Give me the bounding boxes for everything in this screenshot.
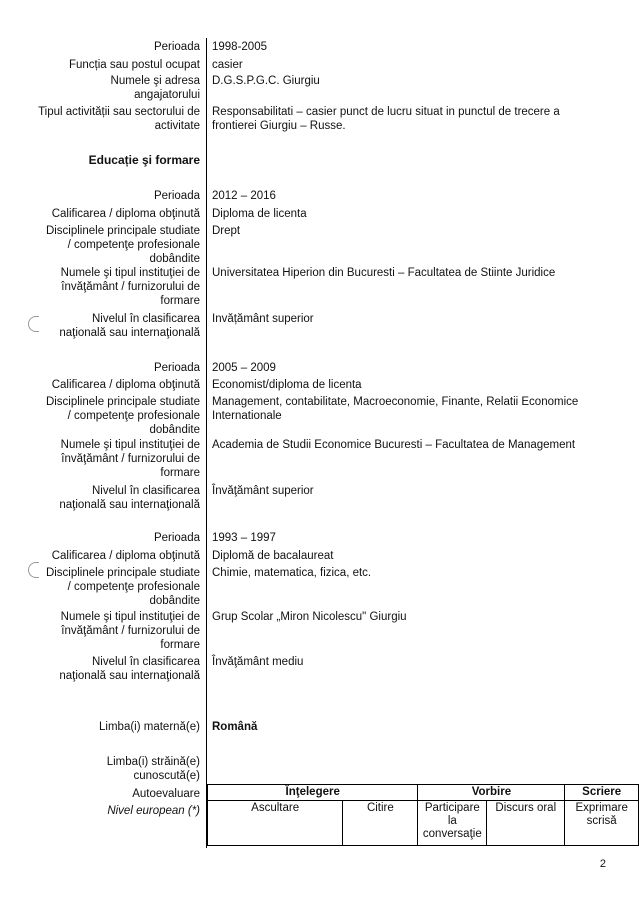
level-value: Învăţământ superior xyxy=(212,485,314,497)
institution-label: Numele şi tipul instituţiei de învăţământ / furnizorului de formare xyxy=(60,611,200,651)
institution-value: Universitatea Hiperion din Bucuresti – Facultatea de Stiinte Juridice xyxy=(212,267,556,279)
institution-value: Grup Scolar „Miron Nicolescu" Giurgiu xyxy=(212,611,407,623)
subheader-interaction: Participare la conversaţie xyxy=(418,801,487,846)
qualification-label: Calificarea / diploma obţinută xyxy=(51,208,200,220)
disciplines-label: Disciplinele principale studiate / competenţe profesionale dobândite xyxy=(45,225,200,265)
activity-label: Tipul activității sau sectorului de activitate xyxy=(38,106,200,132)
level-value: Învăţământ mediu xyxy=(212,656,304,668)
employer-value: D.G.S.P.G.C. Giurgiu xyxy=(212,75,320,87)
header-speaking: Vorbire xyxy=(418,785,565,801)
subheader-oral-production: Discurs oral xyxy=(487,801,565,846)
institution-value: Academia de Studii Economice Bucuresti – Facultatea de Management xyxy=(212,439,576,451)
table-subheader-row xyxy=(208,801,639,846)
mother-tongue-label: Limba(i) maternă(e) xyxy=(99,721,200,733)
table-header-row xyxy=(208,785,639,801)
level-label: Nivelul în clasificarea naţională sau internaţională xyxy=(59,656,200,682)
level-label: Nivelul în clasificarea naţională sau internaţională xyxy=(59,313,200,339)
function-label: Funcția sau postul ocupat xyxy=(68,59,200,71)
qualification-value: Diplomă de bacalaureat xyxy=(212,550,334,562)
disciplines-label: Disciplinele principale studiate / competenţe profesionale dobândite xyxy=(45,396,200,436)
period-label: Perioada xyxy=(153,362,200,374)
column-divider xyxy=(206,38,207,848)
period-label: Perioada xyxy=(153,41,200,53)
subheader-reading: Citire xyxy=(343,801,418,846)
disciplines-value: Drept xyxy=(212,225,241,237)
activity-value: Responsabilitati – casier punct de lucru situat in punctul de trecere a frontierei Giurgiu – Russe. xyxy=(212,106,560,132)
qualification-value: Economist/diploma de licenta xyxy=(212,379,362,391)
header-writing: Scriere xyxy=(565,785,639,801)
foreign-languages-label: Limba(i) străină(e) cunoscută(e) xyxy=(106,756,200,782)
disciplines-label: Disciplinele principale studiate / competenţe profesionale dobândite xyxy=(45,567,200,607)
qualification-value: Diploma de licenta xyxy=(212,208,307,220)
page-number: 2 xyxy=(599,858,606,870)
level-label: Nivelul în clasificarea naţională sau internaţională xyxy=(59,485,200,511)
function-value: casier xyxy=(212,59,243,71)
qualification-label: Calificarea / diploma obţinută xyxy=(51,379,200,391)
education-heading: Educație şi formare xyxy=(88,153,200,167)
subheader-listening: Ascultare xyxy=(208,801,343,846)
period-label: Perioada xyxy=(153,190,200,202)
mother-tongue-value: Română xyxy=(212,721,258,733)
disciplines-value: Chimie, matematica, fizica, etc. xyxy=(212,567,372,579)
european-level-label: Nivel european (*) xyxy=(107,805,200,817)
employer-label: Numele şi adresa angajatorului xyxy=(110,75,200,101)
disciplines-value: Management, contabilitate, Macroeconomie, Finante, Relatii Economice Internationale xyxy=(212,396,579,422)
header-understanding: Înţelegere xyxy=(208,785,418,801)
institution-label: Numele şi tipul instituţiei de învăţământ / furnizorului de formare xyxy=(60,267,200,307)
period-value: 1993 – 1997 xyxy=(212,532,276,544)
self-evaluation-label: Autoevaluare xyxy=(132,788,200,800)
qualification-label: Calificarea / diploma obţinută xyxy=(51,550,200,562)
period-value: 1998-2005 xyxy=(212,41,267,53)
punch-hole-mark xyxy=(28,562,39,578)
period-value: 2005 – 2009 xyxy=(212,362,276,374)
punch-hole-mark xyxy=(28,316,39,332)
language-evaluation-table xyxy=(207,784,639,846)
period-label: Perioada xyxy=(153,532,200,544)
period-value: 2012 – 2016 xyxy=(212,190,276,202)
subheader-written: Exprimare scrisă xyxy=(565,801,639,846)
level-value: Invățământ superior xyxy=(212,313,314,325)
institution-label: Numele şi tipul instituţiei de învăţământ / furnizorului de formare xyxy=(60,439,200,479)
